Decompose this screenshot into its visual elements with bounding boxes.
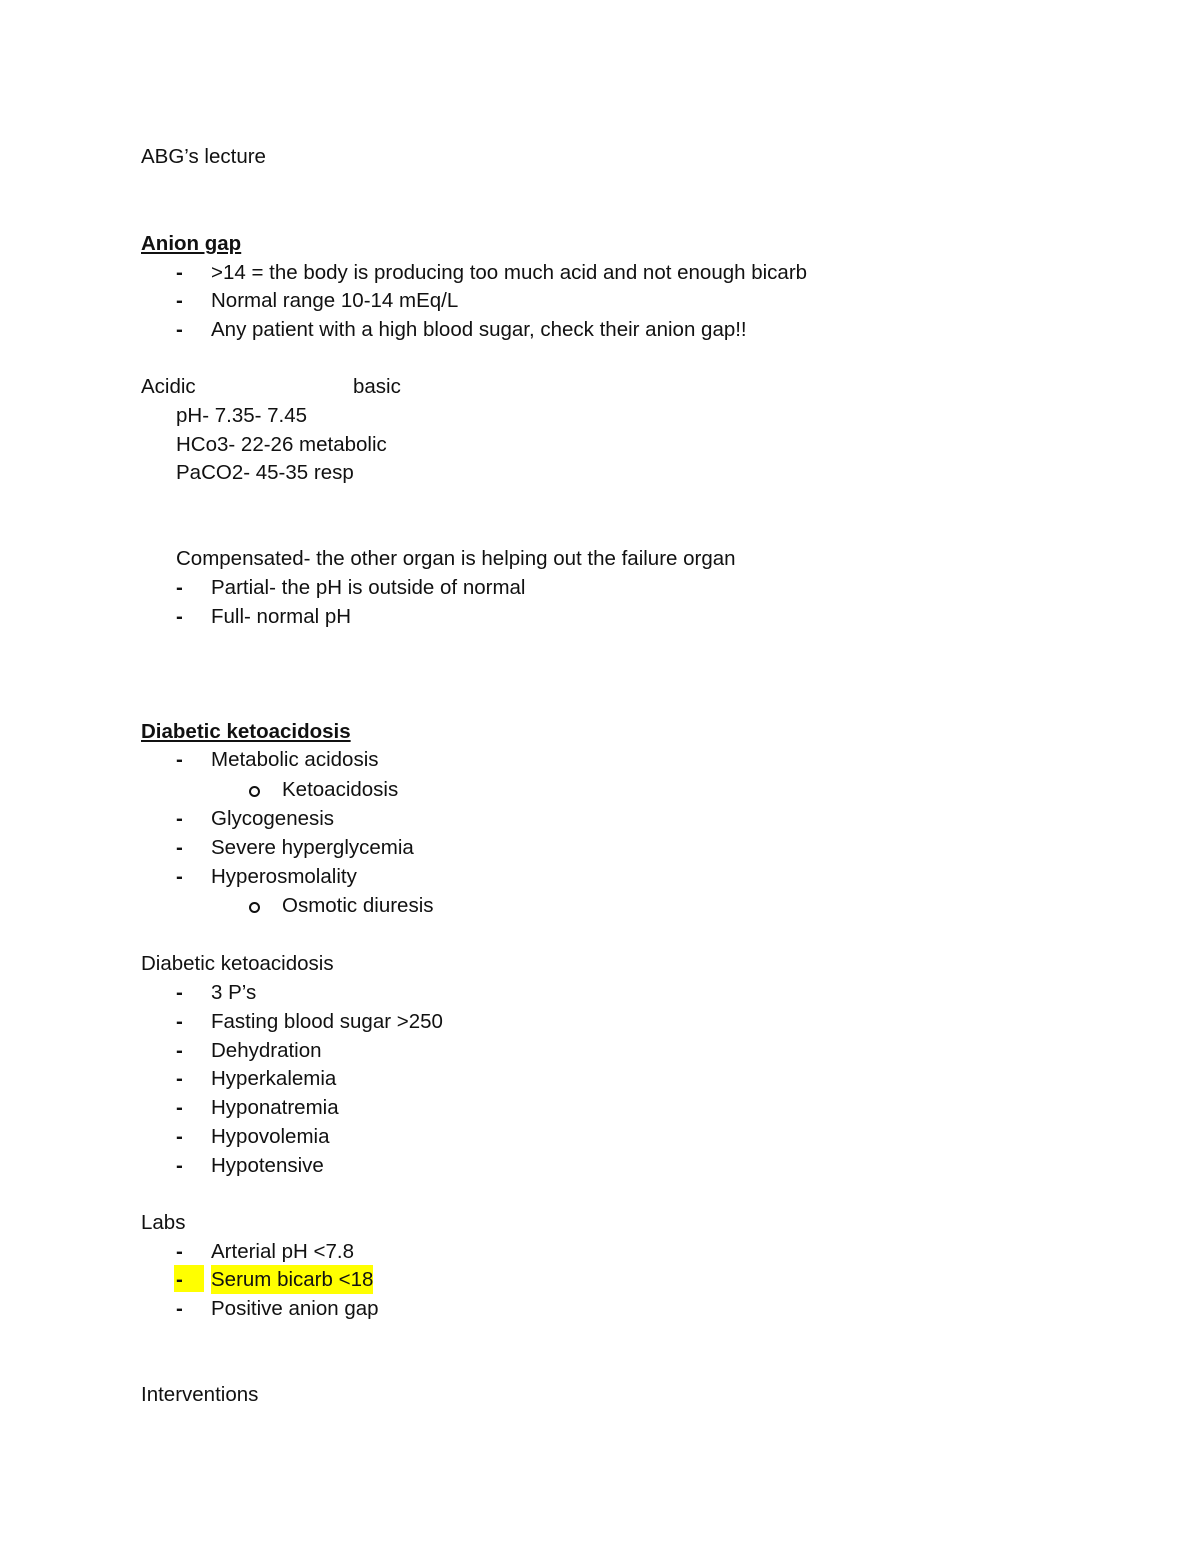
list-item — [0, 833, 1200, 862]
dash-bullet — [176, 1237, 190, 1266]
basic-label: basic — [353, 375, 401, 398]
dash-bullet — [176, 804, 190, 833]
dash-bullet — [176, 1294, 190, 1323]
list-item-text: Hyponatremia — [211, 1096, 339, 1119]
list-item — [0, 286, 1200, 315]
dash-bullet — [176, 1122, 190, 1151]
list-item-text: Arterial pH <7.8 — [211, 1240, 354, 1263]
dash-bullet — [176, 315, 190, 344]
sub-list-item-text: Osmotic diuresis — [282, 894, 434, 917]
sub-list-item — [0, 891, 1200, 920]
list-item — [0, 1007, 1200, 1036]
list-item-text: Hypovolemia — [211, 1125, 330, 1148]
highlighted-list-item — [0, 1265, 1200, 1294]
dash-bullet — [176, 833, 190, 862]
list-item-text: Hypotensive — [211, 1154, 324, 1177]
labs-heading: Labs — [141, 1211, 186, 1234]
list-item — [0, 1036, 1200, 1065]
list-item — [0, 258, 1200, 287]
list-item-text: Fasting blood sugar >250 — [211, 1010, 443, 1033]
dash-bullet — [176, 286, 190, 315]
dash-bullet — [176, 602, 190, 631]
hco3-range: HCo3- 22-26 metabolic — [176, 433, 387, 456]
list-item — [0, 1294, 1200, 1323]
list-item — [0, 1151, 1200, 1180]
list-item — [0, 1122, 1200, 1151]
dash-bullet — [176, 573, 190, 602]
list-item-text: Positive anion gap — [211, 1297, 379, 1320]
circle-bullet-icon — [249, 786, 260, 797]
list-item-text: Glycogenesis — [211, 807, 335, 830]
document-title: ABG’s lecture — [141, 145, 266, 168]
dash-bullet — [176, 1093, 190, 1122]
list-item-text: >14 = the body is producing too much acid and not enough bicarb — [211, 261, 808, 284]
list-item — [0, 862, 1200, 891]
list-item-text: Dehydration — [211, 1039, 322, 1062]
list-item — [0, 1093, 1200, 1122]
list-item — [0, 602, 1200, 631]
dka-signs-heading: Diabetic ketoacidosis — [141, 952, 334, 975]
list-item-text: Any patient with a high blood sugar, check their anion gap!! — [211, 318, 747, 341]
compensated-heading: Compensated- the other organ is helping out the failure organ — [176, 547, 736, 570]
list-item-text: Normal range 10-14 mEq/L — [211, 289, 459, 312]
list-item — [0, 804, 1200, 833]
list-item — [0, 745, 1200, 774]
dash-bullet — [176, 1265, 190, 1294]
dash-bullet — [176, 862, 190, 891]
dash-bullet — [176, 1036, 190, 1065]
list-item-text: 3 P’s — [211, 981, 257, 1004]
list-item-text: Hyperosmolality — [211, 865, 357, 888]
dash-bullet — [176, 978, 190, 1007]
list-item-text: Serum bicarb <18 — [211, 1265, 373, 1294]
acidic-label: Acidic — [141, 375, 196, 398]
sub-list-item — [0, 775, 1200, 804]
dash-bullet — [176, 258, 190, 287]
circle-bullet-icon — [249, 902, 260, 913]
list-item-text: Partial- the pH is outside of normal — [211, 576, 526, 599]
list-item — [0, 315, 1200, 344]
interventions-heading: Interventions — [141, 1383, 259, 1406]
dash-bullet — [176, 1064, 190, 1093]
paco2-range: PaCO2- 45-35 resp — [176, 461, 354, 484]
dash-bullet — [176, 1151, 190, 1180]
list-item — [0, 573, 1200, 602]
list-item — [0, 1237, 1200, 1266]
list-item-text: Metabolic acidosis — [211, 748, 379, 771]
dash-bullet — [176, 1007, 190, 1036]
list-item — [0, 1064, 1200, 1093]
dka-heading: Diabetic ketoacidosis — [141, 720, 351, 743]
anion-gap-heading: Anion gap — [141, 232, 242, 255]
list-item-text: Full- normal pH — [211, 605, 352, 628]
list-item-text: Severe hyperglycemia — [211, 836, 414, 859]
dash-bullet — [176, 745, 190, 774]
list-item-text: Hyperkalemia — [211, 1067, 337, 1090]
ph-range: pH- 7.35- 7.45 — [176, 404, 308, 427]
list-item — [0, 978, 1200, 1007]
sub-list-item-text: Ketoacidosis — [282, 778, 399, 801]
